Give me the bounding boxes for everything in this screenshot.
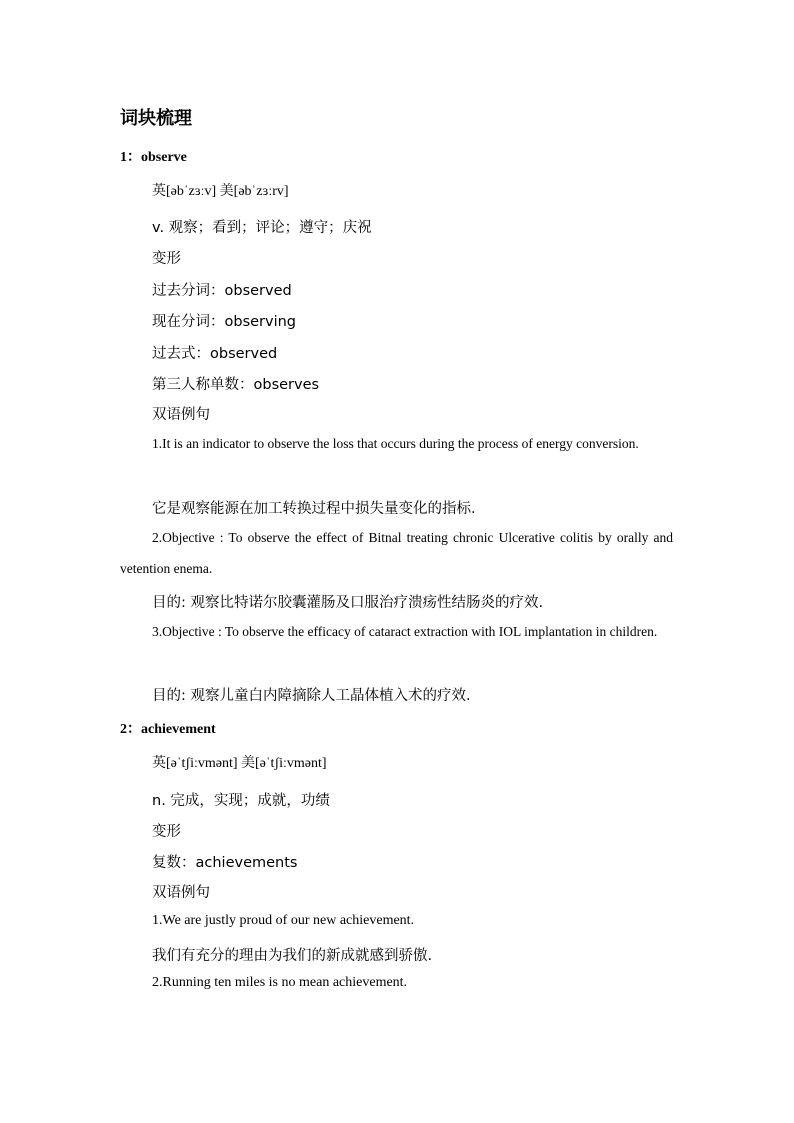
example-zh: 我们有充分的理由为我们的新成就感到骄傲. bbox=[152, 948, 433, 964]
forms-label: 变形 bbox=[152, 824, 181, 840]
example-en: 3.Objective : To observe the efficacy of cataract extraction with IOL implantation in children. bbox=[152, 624, 658, 639]
forms-label: 变形 bbox=[152, 251, 181, 267]
example-en: 1.It is an indicator to observe the loss that occurs during the process of energy conversion. bbox=[152, 436, 639, 451]
form-item: 过去式：observed bbox=[152, 346, 278, 362]
entry-word: 2：achievement bbox=[120, 722, 216, 737]
entry-word: 1：observe bbox=[120, 150, 187, 165]
form-item: 第三人称单数：observes bbox=[152, 377, 320, 393]
example-zh: 它是观察能源在加工转换过程中损失量变化的指标. bbox=[152, 501, 476, 517]
examples-label: 双语例句 bbox=[152, 407, 210, 423]
example-en: 1.We are justly proud of our new achievement. bbox=[152, 913, 415, 928]
example-en: 2.Objective : To observe the effect of Bitnal treating chronic Ulcerative colitis by orally and vetention enema. bbox=[120, 530, 673, 576]
examples-label: 双语例句 bbox=[152, 885, 210, 901]
example-zh: 目的: 观察比特诺尔胶囊灌肠及口服治疗溃疡性结肠炎的疗效. bbox=[152, 595, 544, 611]
meaning: n. 完成，实现；成就，功绩 bbox=[152, 793, 330, 809]
meaning: v. 观察；看到；评论；遵守；庆祝 bbox=[152, 220, 372, 236]
phonetic: 英[əˈtʃiːvmənt] 美[əˈtʃiːvmənt] bbox=[152, 756, 327, 771]
example-en: 2.Running ten miles is no mean achievement. bbox=[152, 975, 408, 990]
form-item: 过去分词：observed bbox=[152, 283, 292, 299]
form-item: 现在分词：observing bbox=[152, 314, 297, 330]
phonetic: 英[əbˈzɜːv] 美[əbˈzɜːrv] bbox=[152, 184, 289, 199]
example-zh: 目的: 观察儿童白内障摘除人工晶体植入术的疗效. bbox=[152, 688, 471, 704]
form-item: 复数：achievements bbox=[152, 855, 298, 871]
page-title: 词块梳理 bbox=[120, 108, 192, 129]
